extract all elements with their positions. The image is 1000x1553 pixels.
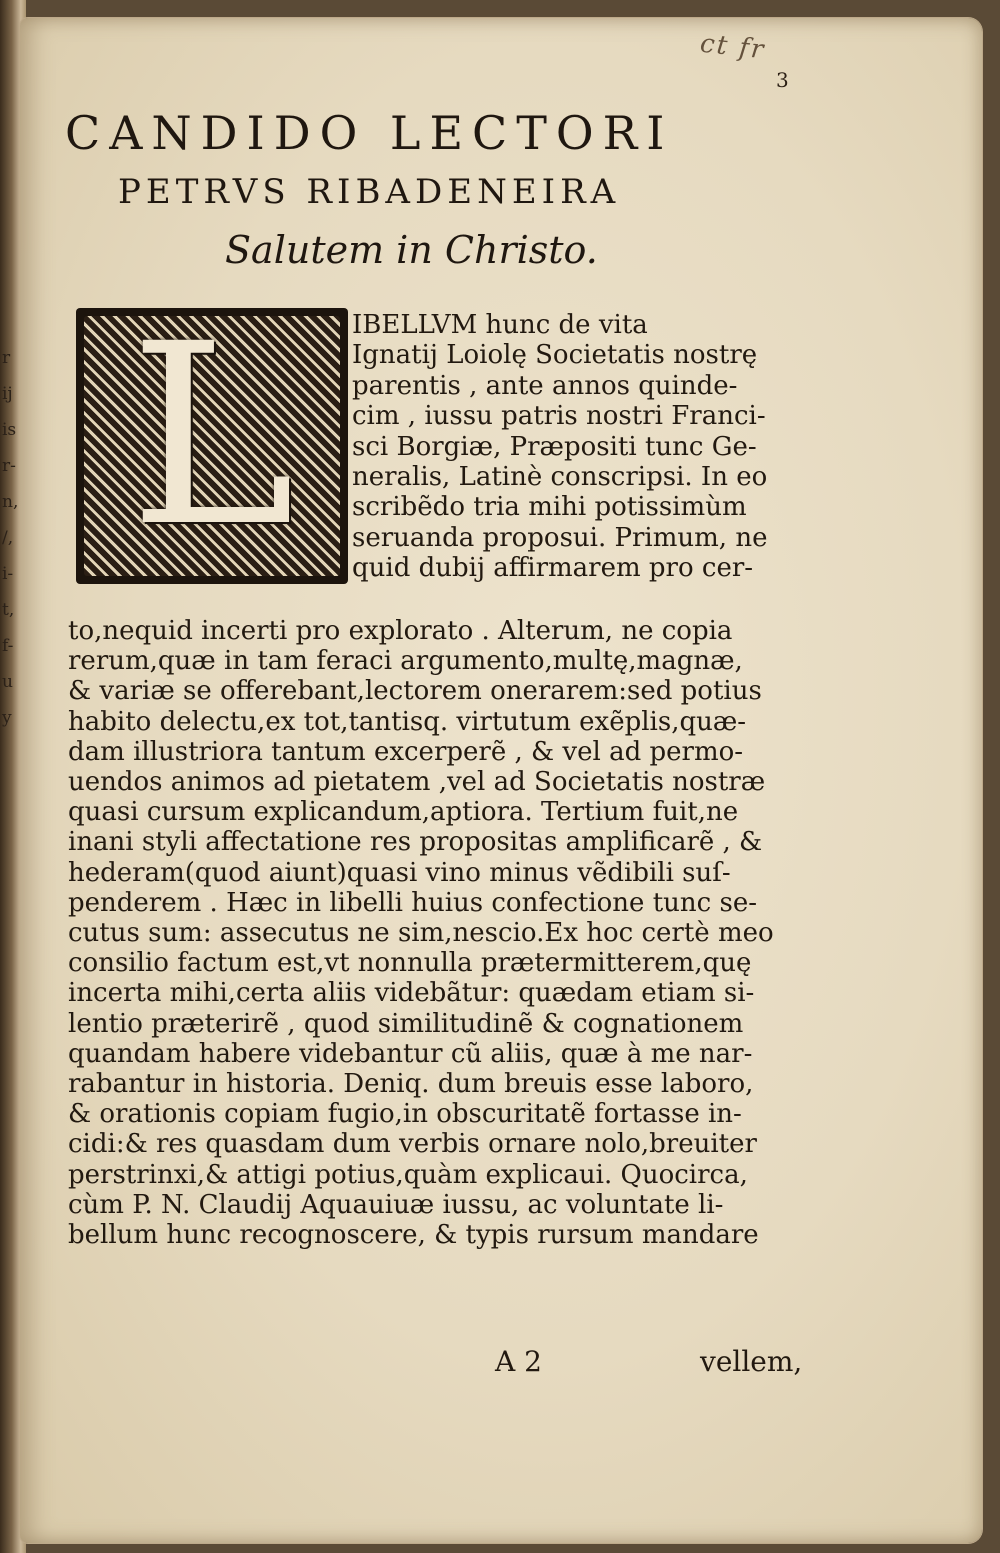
initial-letter: L xyxy=(128,290,295,581)
text-line: bellum hunc recognoscere, & typis rursum mandare xyxy=(68,1220,759,1251)
text-line: penderem . Hæc in libelli huius confectione tunc se- xyxy=(68,887,757,918)
title-line-2: PETRVS RIBADENEIRA xyxy=(118,172,621,212)
text-line: quid dubij affirmarem pro cer- xyxy=(352,553,754,584)
edge-fragment: r- xyxy=(2,456,16,476)
title-line-3: Salutem in Christo. xyxy=(225,228,598,272)
catchword: vellem, xyxy=(700,1345,803,1378)
edge-fragment: is xyxy=(2,420,17,440)
edge-fragment: f- xyxy=(2,636,14,656)
edge-fragment: r xyxy=(2,348,11,368)
text-line: to,nequid incerti pro explorato . Alterum, ne copia xyxy=(68,616,733,646)
book-page xyxy=(20,18,982,1543)
signature-mark: A 2 xyxy=(495,1345,542,1378)
text-line: cim , iussu patris nostri Franci- xyxy=(352,401,766,432)
text-line: cutus sum: assecutus ne sim,nescio.Ex hoc certè meo xyxy=(68,918,774,949)
text-line: cidi:& res quasdam dum verbis ornare nolo,breuiter xyxy=(68,1129,757,1160)
text-line: hederam(quod aiunt)quasi vino minus vẽdibili suſ- xyxy=(68,857,731,888)
edge-fragment: i- xyxy=(2,564,14,584)
page-number: 3 xyxy=(776,68,789,92)
text-line: lentio præterirẽ , quod similitudinẽ & cognationem xyxy=(68,1008,744,1039)
text-line: & variæ se offerebant,lectorem onerarem:sed potius xyxy=(68,676,762,707)
text-line: IBELLVM hunc de vita xyxy=(352,310,648,340)
text-line: incerta mihi,certa aliis videbãtur: quædam etiam si- xyxy=(68,978,755,1009)
edge-fragment: ij xyxy=(2,384,13,404)
text-line: parentis , ante annos quinde- xyxy=(352,370,738,401)
edge-fragment: t, xyxy=(2,600,15,620)
text-line: quandam habere videbantur cũ aliis, quæ à me nar- xyxy=(68,1038,753,1069)
edge-fragment: u xyxy=(2,672,13,692)
text-line: rerum,quæ in tam feraci argumento,multę,magnæ, xyxy=(68,646,743,677)
paragraph-body xyxy=(68,616,774,1250)
adjacent-page-fragments xyxy=(2,340,19,736)
text-line: perstrinxi,& attigi potius,quàm explicaui. Quocirca, xyxy=(68,1159,748,1190)
text-line: seruanda proposui. Primum, ne xyxy=(352,522,768,553)
text-line: quasi cursum explicandum,aptiora. Tertium fuit,ne xyxy=(68,797,739,828)
text-line: Ignatij Loiolę Societatis nostrę xyxy=(352,340,758,371)
text-line: uendos animos ad pietatem ,vel ad Societatis nostræ xyxy=(68,767,766,798)
handwritten-ink-mark: ct fr xyxy=(698,28,767,66)
edge-fragment: n, xyxy=(2,492,19,512)
text-line: consilio factum est,vt nonnulla prætermitterem,quę xyxy=(68,948,752,979)
text-line: inani styli affectatione res propositas amplificarẽ , & xyxy=(68,827,763,858)
text-line: neralis, Latinè conscripsi. In eo xyxy=(352,462,768,493)
text-line: habito delectu,ex tot,tantisq. virtutum exẽplis,quæ- xyxy=(68,706,747,737)
title-line-1: CANDIDO LECTORI xyxy=(65,106,674,160)
text-line: rabantur in historia. Deniq. dum breuis esse laboro, xyxy=(68,1069,754,1100)
text-line: sci Borgiæ, Præpositi tunc Ge- xyxy=(352,431,757,462)
edge-fragment: /, xyxy=(2,528,14,548)
edge-fragment: y xyxy=(2,708,12,728)
text-line: cùm P. N. Claudij Aquauiuæ iussu, ac voluntate li- xyxy=(68,1189,724,1220)
paragraph-beside-initial xyxy=(352,310,767,584)
text-line: dam illustriora tantum excerperẽ , & vel ad permo- xyxy=(68,736,744,767)
text-line: & orationis copiam fugio,in obscuritatẽ fortasse in- xyxy=(68,1099,742,1130)
decorated-initial xyxy=(76,290,348,584)
text-line: scribẽdo tria mihi potissimùm xyxy=(352,492,747,523)
